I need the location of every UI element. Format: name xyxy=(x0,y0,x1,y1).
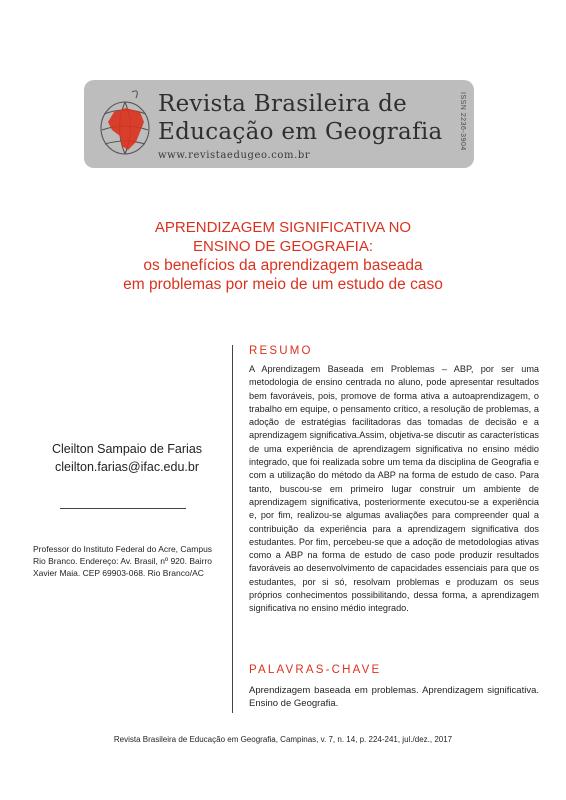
author-email[interactable]: cleilton.farias@ifac.edu.br xyxy=(54,460,199,474)
column-divider xyxy=(232,345,233,713)
journal-title xyxy=(158,90,458,146)
keywords-text: Aprendizagem baseada em problemas. Aprendizagem significativa. Ensino de Geografia. xyxy=(249,685,539,710)
article-subtitle-line2: em problemas por meio de um estudo de caso xyxy=(123,276,443,293)
journal-title-line1: Revista Brasileira de xyxy=(158,91,408,117)
article-subtitle-line1: os benefícios da aprendizagem baseada xyxy=(143,257,423,274)
keywords-heading: PALAVRAS-CHAVE xyxy=(249,664,382,676)
journal-url[interactable]: www.revistaedugeo.com.br xyxy=(158,150,311,161)
citation-footer: Revista Brasileira de Educação em Geografia, Campinas, v. 7, n. 14, p. 224-241, jul./dez., 2017 xyxy=(113,735,453,744)
journal-title-line2: Educação em Geografia xyxy=(158,119,443,145)
author-affiliation: Professor do Instituto Federal do Acre, Campus Rio Branco. Endereço: Av. Brasil, nº 920. Bairro Xavier Maia. CEP 69903-068. Rio Branco/AC xyxy=(33,544,213,578)
abstract-text: A Aprendizagem Baseada em Problemas – ABP, por ser uma metodologia de ensino centrada no aluno, pode apresentar resultados bem favoráveis, pois, promove de forma ativa a autoaprendizagem, o trabalho em equipe, o pensamento crítico, a resolução de problemas, a adoção de estratégias facilitadoras das tomadas de decisão e a aprendizagem significativa.Assim, objetiva-se discutir as características de uma experiência de aprendizagem significativa no ensino médio integrado, que foi realizada sobre um tema da disciplina de Geografia e com a utilização do método da ABP na forma de estudo de caso. Para tanto, buscou-se em primeiro lugar construir um ambiente de aprendizagem significativa, posteriormente executou-se a experiência e, por fim, realizou-se algumas avaliações para compreender qual a contribuição da experiência para a aprendizagem significativa dos estudantes. Por fim, percebeu-se que a adoção de metodologias ativas como a ABP na forma de estudo de caso pode produzir resultados favoráveis ao desenvolvimento de capacidades essenciais para que os estudantes, por si só, resolvam problemas e produzam os seus próprios conhecimentos possibilitando, dessa forma, a aprendizagem significativa no ensino médio integrado. xyxy=(249,364,539,614)
article-title xyxy=(60,218,506,294)
abstract-heading: RESUMO xyxy=(249,345,313,357)
globe-brazil-logo-icon xyxy=(96,86,154,162)
author-name: Cleilton Sampaio de Farias xyxy=(51,442,203,456)
article-title-line2: ENSINO DE GEOGRAFIA: xyxy=(192,238,374,255)
author-block xyxy=(30,440,224,476)
article-title-line1: APRENDIZAGEM SIGNIFICATIVA NO xyxy=(154,219,412,236)
journal-banner xyxy=(84,80,474,168)
issn-label: ISSN 2236-3904 xyxy=(459,92,466,151)
author-divider xyxy=(60,508,186,509)
